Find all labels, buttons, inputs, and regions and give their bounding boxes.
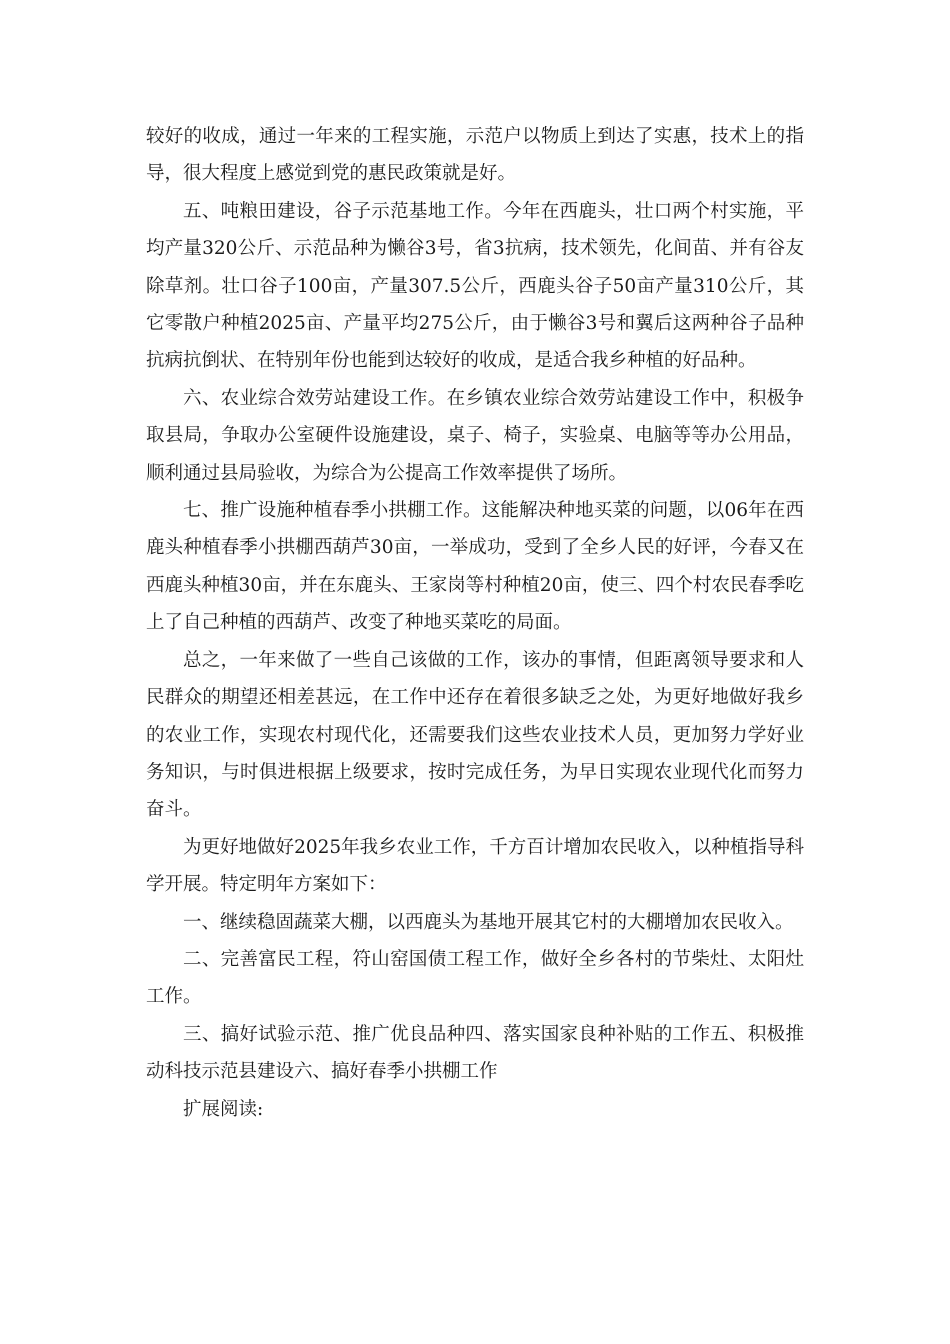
paragraph-summary: 总之，一年来做了一些自己该做的工作，该办的事情，但距离领导要求和人民群众的期望还相差甚远，在工作中还存在着很多缺乏之处，为更好地做好我乡的农业工作，实现农村现代化，还需要我们这些农业技术人员，更加努力学好业务知识，与时俱进根据上级要求，按时完成任务，为早日实现农业现代化而努力奋斗。 — [146, 649, 804, 821]
document-body — [146, 118, 804, 1128]
paragraph-next-year-plan-intro: 为更好地做好2025年我乡农业工作，千方百计增加农民收入，以种植指导科学开展。特定明年方案如下： — [146, 836, 804, 896]
paragraph-section-6-service-station: 六、农业综合效劳站建设工作。在乡镇农业综合效劳站建设工作中，积极争取县局，争取办公室硬件设施建设，桌子、椅子，实验桌、电脑等等办公用品，顺利通过县局验收，为综合为公提高工作效率提供了场所。 — [146, 387, 804, 484]
plan-item-2: 二、完善富民工程，符山窑国债工程工作，做好全乡各村的节柴灶、太阳灶工作。 — [146, 948, 804, 1008]
paragraph-section-5-millet-demo-base: 五、吨粮田建设，谷子示范基地工作。今年在西鹿头，壮口两个村实施，平均产量320公斤、示范品种为懒谷3号，省3抗病，技术领先，化间苗、并有谷友除草剂。壮口谷子100亩，产量307.5公斤，西鹿头谷子50亩产量310公斤，其它零散户种植2025亩、产量平均275公斤，由于懒谷3号和翼后这两种谷子品种抗病抗倒状、在特别年份也能到达较好的收成，是适合我乡种植的好品种。 — [146, 200, 804, 372]
paragraph-section-7-small-arch-shed: 七、推广设施种植春季小拱棚工作。这能解决种地买菜的问题，以06年在西鹿头种植春季小拱棚西葫芦30亩，一举成功，受到了全乡人民的好评，今春又在西鹿头种植30亩，并在东鹿头、王家岗等村种植20亩，使三、四个村农民春季吃上了自己种植的西葫芦、改变了种地买菜吃的局面。 — [146, 500, 804, 634]
plan-item-1: 一、继续稳固蔬菜大棚，以西鹿头为基地开展其它村的大棚增加农民收入。 — [183, 911, 794, 933]
paragraph-continuation: 较好的收成，通过一年来的工程实施，示范户以物质上到达了实惠，技术上的指导，很大程度上感觉到党的惠民政策就是好。 — [146, 126, 804, 185]
plan-item-3-to-6: 三、搞好试验示范、推广优良品种四、落实国家良种补贴的工作五、积极推动科技示范县建设六、搞好春季小拱棚工作 — [146, 1023, 804, 1083]
extended-reading-heading: 扩展阅读: — [183, 1098, 264, 1120]
